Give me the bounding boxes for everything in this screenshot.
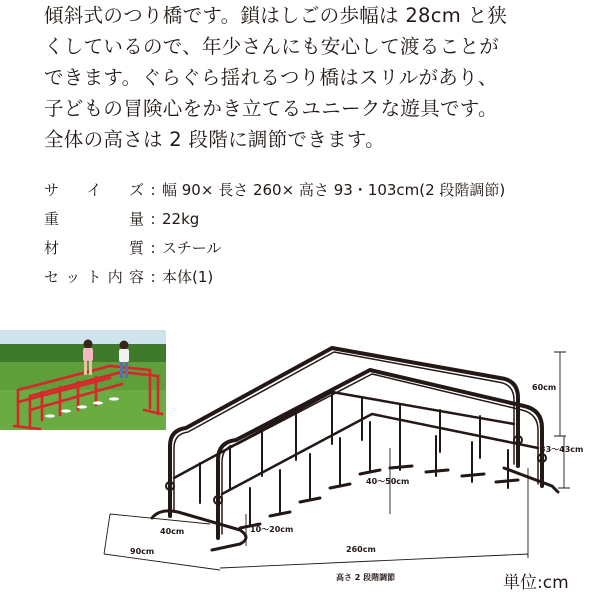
spec-row-set-contents [44,263,505,292]
dimension-diagram [100,318,600,600]
description-line: 子どもの冒険心をかき立てるユニークな遊具です。 [44,97,498,120]
suspension-bridge-drawing [100,318,600,600]
spec-value: 幅 90× 長さ 260× 高さ 93・103cm(2 段階調節) [162,181,506,199]
spec-value: 本体(1) [162,268,214,286]
spec-colon: : [150,181,156,199]
spec-label [44,263,144,292]
description-line: くしているので、年少さんにも安心して渡ることが [44,35,500,58]
dim-60-label: 60cm [532,383,557,392]
spec-row-material [44,234,505,263]
spec-row-size [44,176,505,205]
spec-value: 22kg [162,210,200,228]
description-line: 傾斜式のつり橋です。鎖はしごの歩幅は 28cm と狭 [44,4,508,27]
spec-colon: : [150,268,156,286]
spec-label-char: セ [44,268,60,286]
spec-label [44,205,144,234]
product-description [44,0,584,155]
spec-label [44,234,144,263]
spec-label-char: 質 [128,239,144,257]
spec-label-char: ト [86,268,102,286]
spec-label-char: ッ [65,268,81,286]
spec-table [44,176,505,292]
unit-label: 単位:cm [503,573,569,593]
dim-40-50-label: 40～50cm [366,477,410,486]
dim-33-43-label: 33～43cm [540,445,584,454]
spec-label-char: サ [44,181,60,199]
spec-label-char: 重 [44,210,60,228]
spec-label-char: 内 [107,268,123,286]
spec-label-char: 量 [128,210,144,228]
spec-label-char: イ [86,181,102,199]
dim-10-20-label: 10～20cm [250,525,294,534]
spec-label-char: 容 [128,268,144,286]
description-line: できます。ぐらぐら揺れるつり橋はスリルがあり、 [44,66,498,89]
dim-40-label: 40cm [160,527,185,536]
spec-colon: : [150,210,156,228]
diagram-caption: 高さ 2 段階調節 [336,573,396,582]
spec-label-char: ズ [128,181,144,199]
spec-label [44,176,144,205]
spec-colon: : [150,239,156,257]
description-line: 全体の高さは 2 段階に調節できます。 [44,128,385,151]
dim-90-label: 90cm [130,547,155,556]
spec-value: スチール [162,239,222,257]
dim-260-label: 260cm [346,545,376,554]
spec-row-weight [44,205,505,234]
spec-label-char: 材 [44,239,60,257]
